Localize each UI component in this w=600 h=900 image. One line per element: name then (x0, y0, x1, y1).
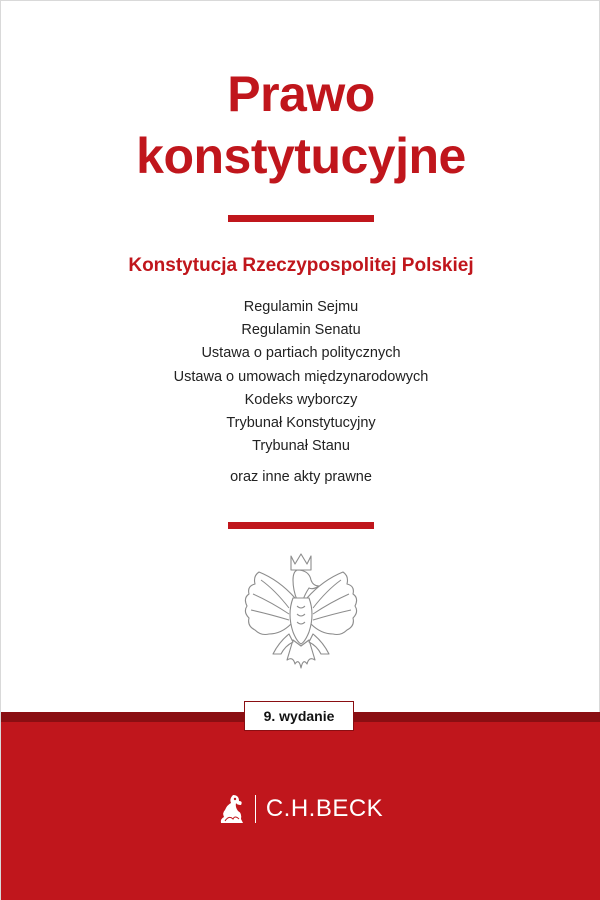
title-line-2: konstytucyjne (136, 128, 466, 184)
top-divider (228, 215, 374, 222)
publisher-name: C.H.BECK (265, 795, 384, 822)
acts-list-item: Regulamin Senatu (241, 322, 361, 339)
book-subtitle: Konstytucja Rzeczypospolitej Polskiej (128, 255, 474, 276)
beck-griffin-logo-icon (219, 793, 245, 825)
publisher-separator (255, 795, 256, 823)
book-title (1, 63, 600, 187)
edition-badge: 9. wydanie (244, 701, 354, 731)
bottom-divider (228, 522, 374, 529)
title-line-1: Prawo (227, 66, 375, 122)
acts-list-item: Regulamin Sejmu (243, 299, 359, 315)
acts-list-item: Trybunał Konstytucyjny (226, 415, 376, 432)
publisher (1, 791, 600, 827)
acts-list-item: Kodeks wyborczy (244, 391, 358, 408)
acts-list-item: Ustawa o umowach międzynarodowych (173, 368, 429, 385)
acts-list-item: Ustawa o partiach politycznych (201, 345, 401, 362)
acts-list-item: Trybunał Stanu (252, 438, 350, 455)
white-eagle-emblem-icon (239, 550, 363, 680)
other-acts-note: oraz inne akty prawne (230, 469, 372, 485)
acts-list (1, 296, 600, 458)
